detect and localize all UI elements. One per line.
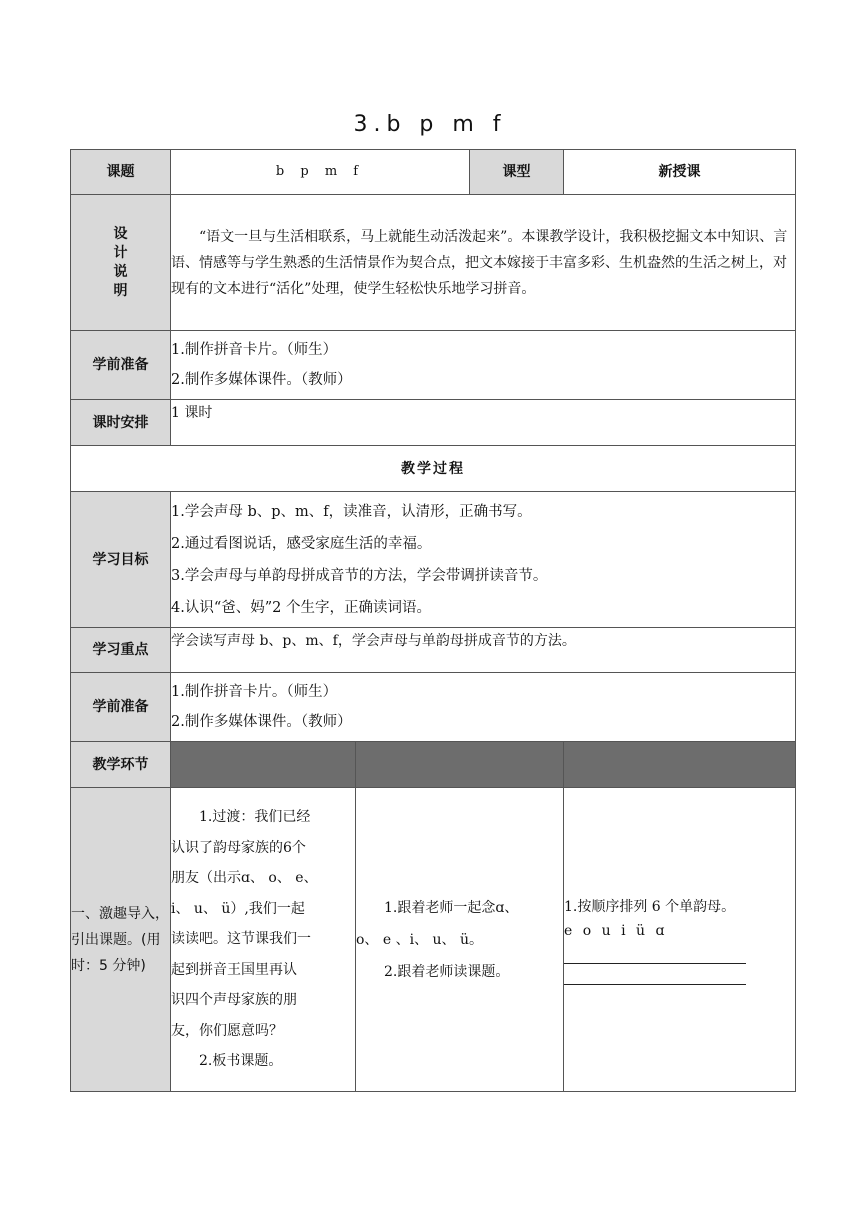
type-value: 新授课 <box>564 150 796 195</box>
design-row <box>71 195 796 331</box>
list-item: 2.制作多媒体课件。（教师） <box>171 714 352 730</box>
teacher-line: 认识了韵母家族的6个 <box>171 839 306 856</box>
process-heading: 教学过程 <box>71 446 796 492</box>
process-heading-row <box>71 446 796 492</box>
teacher-line: 朋友（出示ɑ、 o、 e、 <box>171 870 318 887</box>
schedule-value: 1 课时 <box>171 400 796 446</box>
topic-value: b p m f <box>171 150 470 195</box>
preparation-label: 学前准备 <box>71 673 171 742</box>
list-item: 4.认识“爸、妈”2 个生字，正确读词语。 <box>171 599 431 616</box>
design-label-char: 设 <box>113 225 128 242</box>
topic-label: 课题 <box>71 150 171 195</box>
teaching-section-label: 教学环节 <box>71 742 171 788</box>
answer-blank-line[interactable] <box>564 943 746 964</box>
schedule-row <box>71 400 796 446</box>
lesson-plan-table <box>70 149 796 1092</box>
teacher-line: 友，你们愿意吗？ <box>171 1022 283 1039</box>
objectives-list <box>171 492 796 628</box>
key-points-value: 学会读写声母 b、p、m、f，学会声母与单韵母拼成音节的方法。 <box>171 628 796 673</box>
student-activity <box>356 788 564 1092</box>
list-item: 1.学会声母 b、p、m、f，读准音，认清形，正确书写。 <box>171 503 532 520</box>
header-cell-exercise <box>564 742 796 788</box>
teacher-line: 读读吧。这节课我们一 <box>171 931 311 948</box>
student-line: 1.跟着老师一起念ɑ、 <box>384 899 519 916</box>
page-title: 3.b p m f <box>353 112 507 137</box>
design-text: “语文一旦与生活相联系，马上就能生动活泼起来”。本课教学设计，我积极挖掘文本中知识、言语、情感等与学生熟悉的生活情景作为契合点，把文本嫁接于丰富多彩、生机盎然的生活之树上，对现有的文本进行“活化”处理，使学生轻松快乐地学习拼音。 <box>171 195 796 331</box>
exercise-letters: e o u i ü ɑ <box>564 922 668 939</box>
teaching-stage-row <box>71 788 796 1092</box>
type-label: 课型 <box>470 150 564 195</box>
objectives-row <box>71 492 796 628</box>
design-label-char: 明 <box>113 282 128 299</box>
key-points-label: 学习重点 <box>71 628 171 673</box>
stage-label: 一、激趣导入，引出课题。(用时：5 分钟) <box>71 788 171 1092</box>
student-line: o、 e 、i、 u、 ü。 <box>356 931 484 948</box>
objectives-label: 学习目标 <box>71 492 171 628</box>
schedule-label: 课时安排 <box>71 400 171 446</box>
header-cell-student <box>356 742 564 788</box>
course-info-row <box>71 150 796 195</box>
header-cell-teacher <box>171 742 356 788</box>
list-item: 2.通过看图说话，感受家庭生活的幸福。 <box>171 535 432 552</box>
exercise-activity <box>564 788 796 1092</box>
teacher-line: 2.板书课题。 <box>199 1053 283 1070</box>
preparation-row-1 <box>71 331 796 400</box>
student-line: 2.跟着老师读课题。 <box>384 963 510 980</box>
teacher-line: 1.过渡：我们已经 <box>199 809 311 826</box>
design-label <box>71 195 171 331</box>
exercise-line: 1.按顺序排列 6 个单韵母。 <box>564 898 736 915</box>
list-item: 1.制作拼音卡片。（师生） <box>171 684 338 700</box>
preparation-list <box>171 673 796 742</box>
teacher-activity <box>171 788 356 1092</box>
preparation-label: 学前准备 <box>71 331 171 400</box>
teacher-line: i、 u、 ü）,我们一起 <box>171 900 305 917</box>
list-item: 2.制作多媒体课件。（教师） <box>171 372 352 388</box>
key-points-row <box>71 628 796 673</box>
list-item: 3.学会声母与单韵母拼成音节的方法，学会带调拼读音节。 <box>171 567 548 584</box>
answer-blank-line[interactable] <box>564 964 746 985</box>
list-item: 1.制作拼音卡片。（师生） <box>171 342 338 358</box>
teacher-line: 识四个声母家族的朋 <box>171 992 297 1009</box>
teacher-line: 起到拼音王国里再认 <box>171 961 297 978</box>
design-label-char: 计 <box>113 244 128 261</box>
preparation-list <box>171 331 796 400</box>
preparation-row-2 <box>71 673 796 742</box>
teaching-section-header-row <box>71 742 796 788</box>
design-label-char: 说 <box>113 263 128 280</box>
